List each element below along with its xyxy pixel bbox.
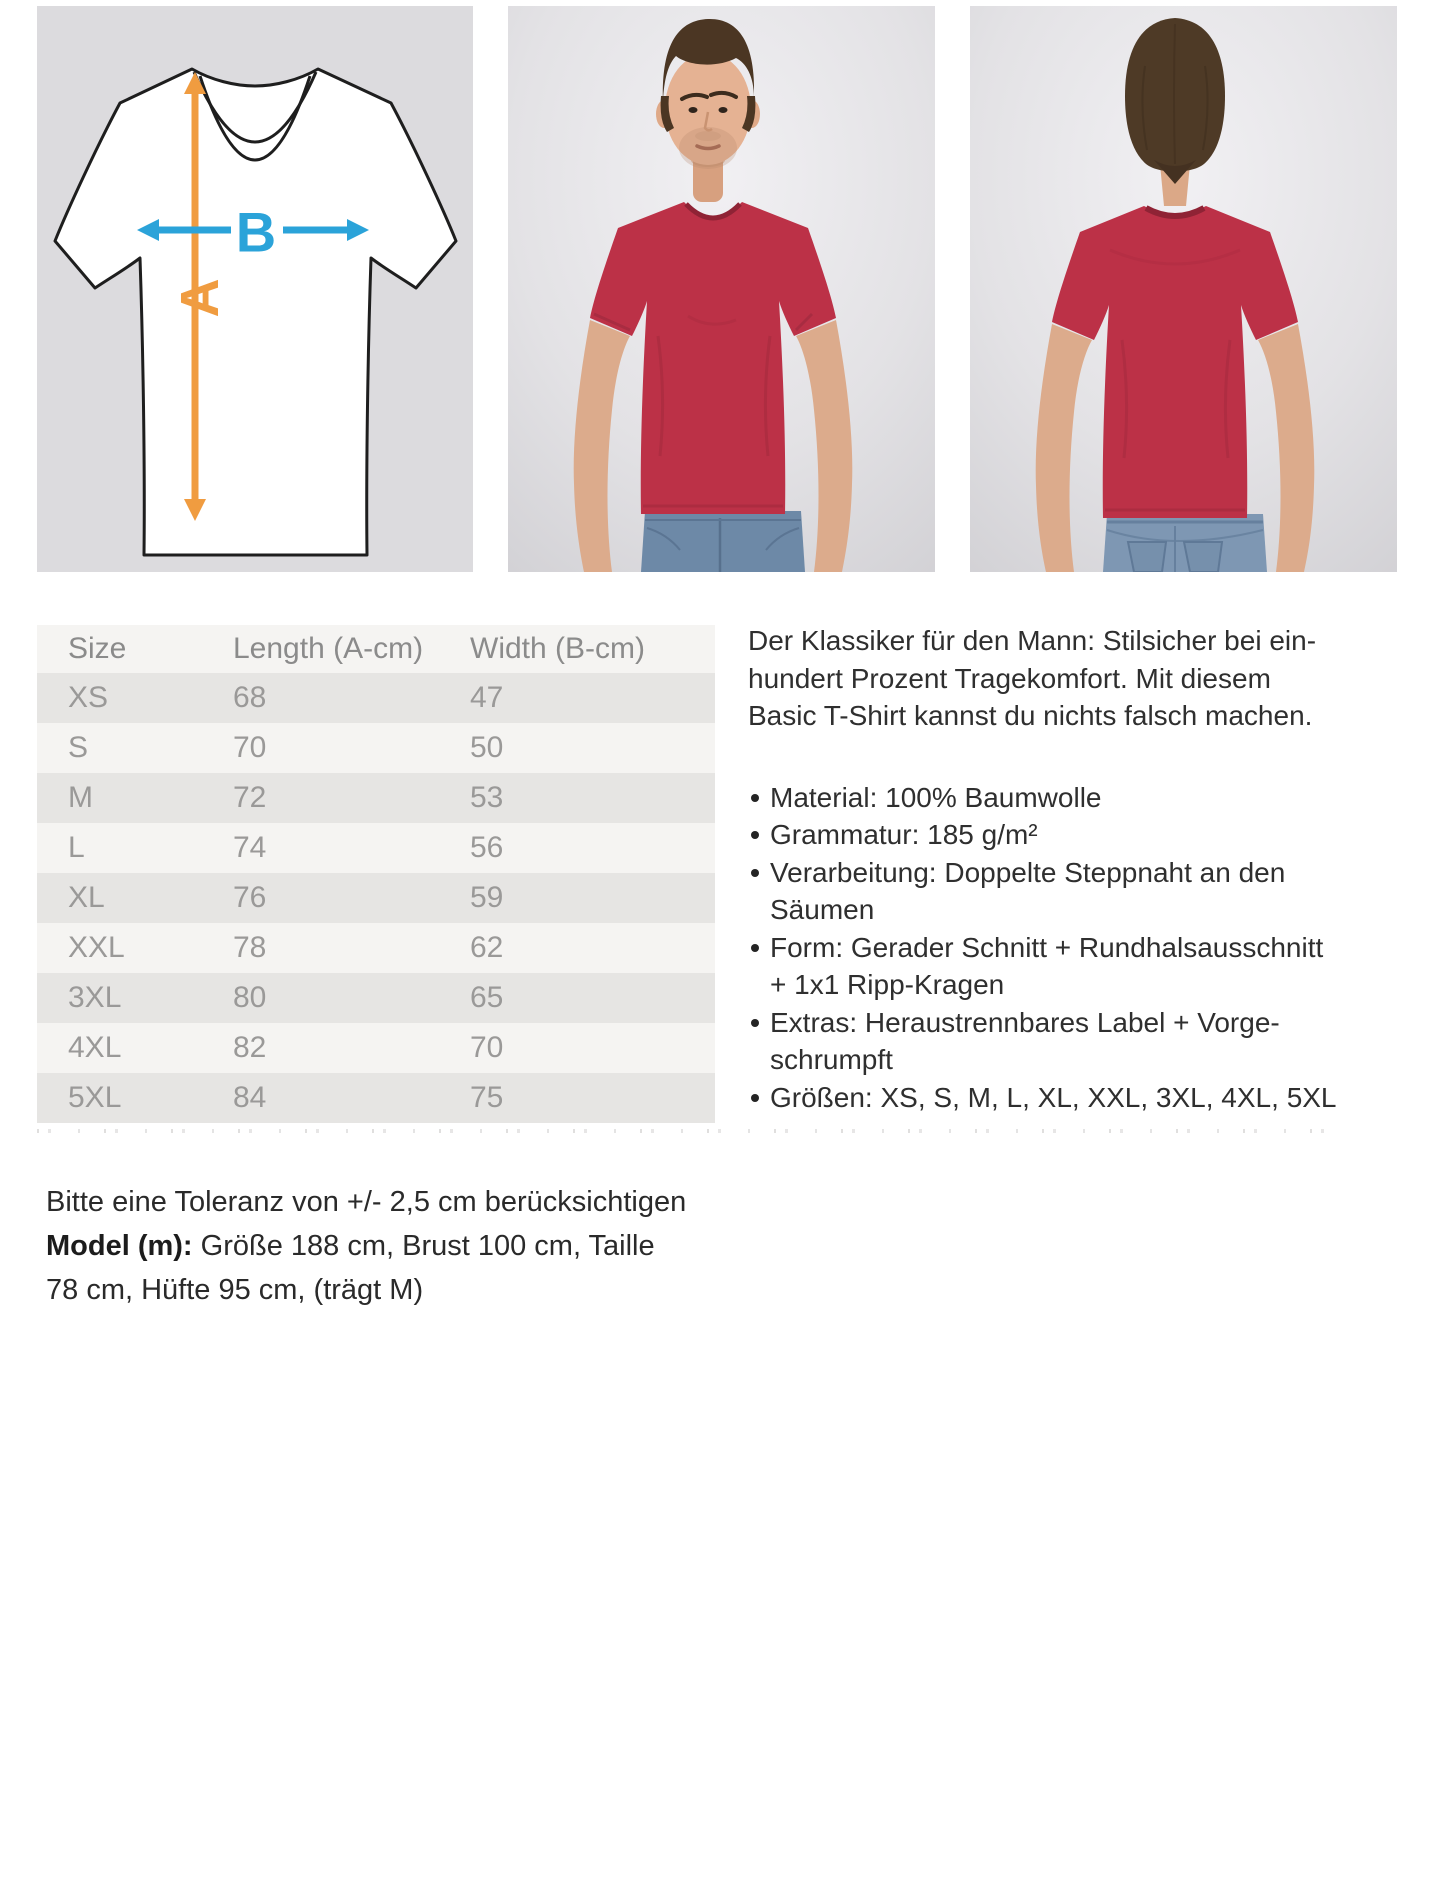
tshirt-measurement-diagram [37, 6, 473, 572]
bullet-icon [751, 831, 759, 839]
bullet-icon [751, 1094, 759, 1102]
header-length: Length (A-cm) [233, 632, 424, 665]
table-row [37, 1073, 715, 1123]
width-cell: 75 [470, 1081, 504, 1114]
size-diagram-image [37, 6, 473, 572]
width-cell: 56 [470, 831, 504, 864]
table-row [37, 723, 715, 773]
size-cell: XS [68, 681, 109, 714]
bullet-icon [751, 869, 759, 877]
length-cell: 68 [233, 681, 267, 714]
size-table-header [37, 625, 715, 673]
feature-item [748, 929, 1403, 1004]
length-cell: 82 [233, 1031, 267, 1064]
length-cell: 70 [233, 731, 267, 764]
header-size: Size [68, 632, 127, 665]
model-info-line1 [46, 1224, 696, 1268]
length-cell: 76 [233, 881, 267, 914]
width-cell: 65 [470, 981, 504, 1014]
size-table [37, 625, 715, 1123]
bullet-icon [751, 794, 759, 802]
width-cell: 53 [470, 781, 504, 814]
feature-line: + 1x1 Ripp-Kragen [770, 969, 1005, 1000]
feature-line: Form: Gerader Schnitt + Rundhalsausschnitt [770, 931, 1324, 963]
model-back-photo [970, 6, 1397, 572]
back-model-illustration [970, 6, 1397, 572]
size-cell: L [68, 831, 85, 864]
model-front-photo [508, 6, 935, 572]
feature-item [748, 816, 1403, 854]
size-cell: 5XL [68, 1081, 122, 1114]
table-row [37, 823, 715, 873]
feature-line: Extras: Heraustrennbares Label + Vorge- [770, 1006, 1280, 1038]
length-cell: 72 [233, 781, 267, 814]
tolerance-note: Bitte eine Toleranz von +/- 2,5 cm berücksichtigen [46, 1186, 687, 1218]
feature-item [748, 1079, 1403, 1117]
size-cell: S [68, 731, 89, 764]
table-row [37, 1023, 715, 1073]
feature-item [748, 854, 1403, 929]
model-jeans [641, 511, 805, 572]
size-cell: M [68, 781, 93, 814]
measurement-notes [46, 1180, 696, 1312]
width-cell: 62 [470, 931, 504, 964]
width-cell: 59 [470, 881, 504, 914]
length-cell: 78 [233, 931, 267, 964]
model-info-rest: Größe 188 cm, Brust 100 cm, Taille [200, 1230, 655, 1262]
description-line: Der Klassiker für den Mann: Stilsicher bei ein- [748, 625, 1317, 656]
cropped-text-artifact [37, 1129, 1333, 1133]
measurement-label-b: B [235, 200, 277, 264]
feature-line: Material: 100% Baumwolle [770, 781, 1102, 813]
table-row [37, 923, 715, 973]
size-cell: 4XL [68, 1031, 122, 1064]
feature-line: Verarbeitung: Doppelte Steppnaht an den [770, 856, 1286, 888]
model-info-line2: 78 cm, Hüfte 95 cm, (trägt M) [46, 1274, 424, 1306]
feature-item [748, 779, 1403, 817]
feature-item [748, 1004, 1403, 1079]
measurement-label-a: A [170, 278, 230, 318]
feature-line: schrumpft [770, 1044, 893, 1075]
length-cell: 74 [233, 831, 267, 864]
description-intro [748, 622, 1403, 735]
table-row [37, 973, 715, 1023]
size-cell: XL [68, 881, 105, 914]
size-cell: 3XL [68, 981, 122, 1014]
width-cell: 50 [470, 731, 504, 764]
feature-list [748, 779, 1403, 1117]
product-description [748, 622, 1403, 1116]
bullet-icon [751, 1019, 759, 1027]
model-label: Model (m): [46, 1230, 193, 1262]
size-cell: XXL [68, 931, 125, 964]
table-row [37, 673, 715, 723]
description-line: hundert Prozent Tragekomfort. Mit diesem [748, 662, 1271, 694]
bullet-icon [751, 944, 759, 952]
feature-line: Grammatur: 185 g/m² [770, 819, 1038, 850]
width-cell: 70 [470, 1031, 504, 1064]
width-cell: 47 [470, 681, 504, 714]
description-line: Basic T-Shirt kannst du nichts falsch machen. [748, 700, 1313, 731]
feature-line: Größen: XS, S, M, L, XL, XXL, 3XL, 4XL, 5XL [770, 1081, 1337, 1113]
length-cell: 80 [233, 981, 267, 1014]
length-cell: 84 [233, 1081, 267, 1114]
header-width: Width (B-cm) [470, 632, 645, 665]
table-row [37, 873, 715, 923]
size-table-body [37, 673, 715, 1123]
feature-line: Säumen [770, 894, 875, 925]
table-row [37, 773, 715, 823]
front-model-illustration [508, 6, 935, 572]
model-jeans-back [1103, 514, 1267, 572]
tshirt-outline [55, 69, 456, 555]
